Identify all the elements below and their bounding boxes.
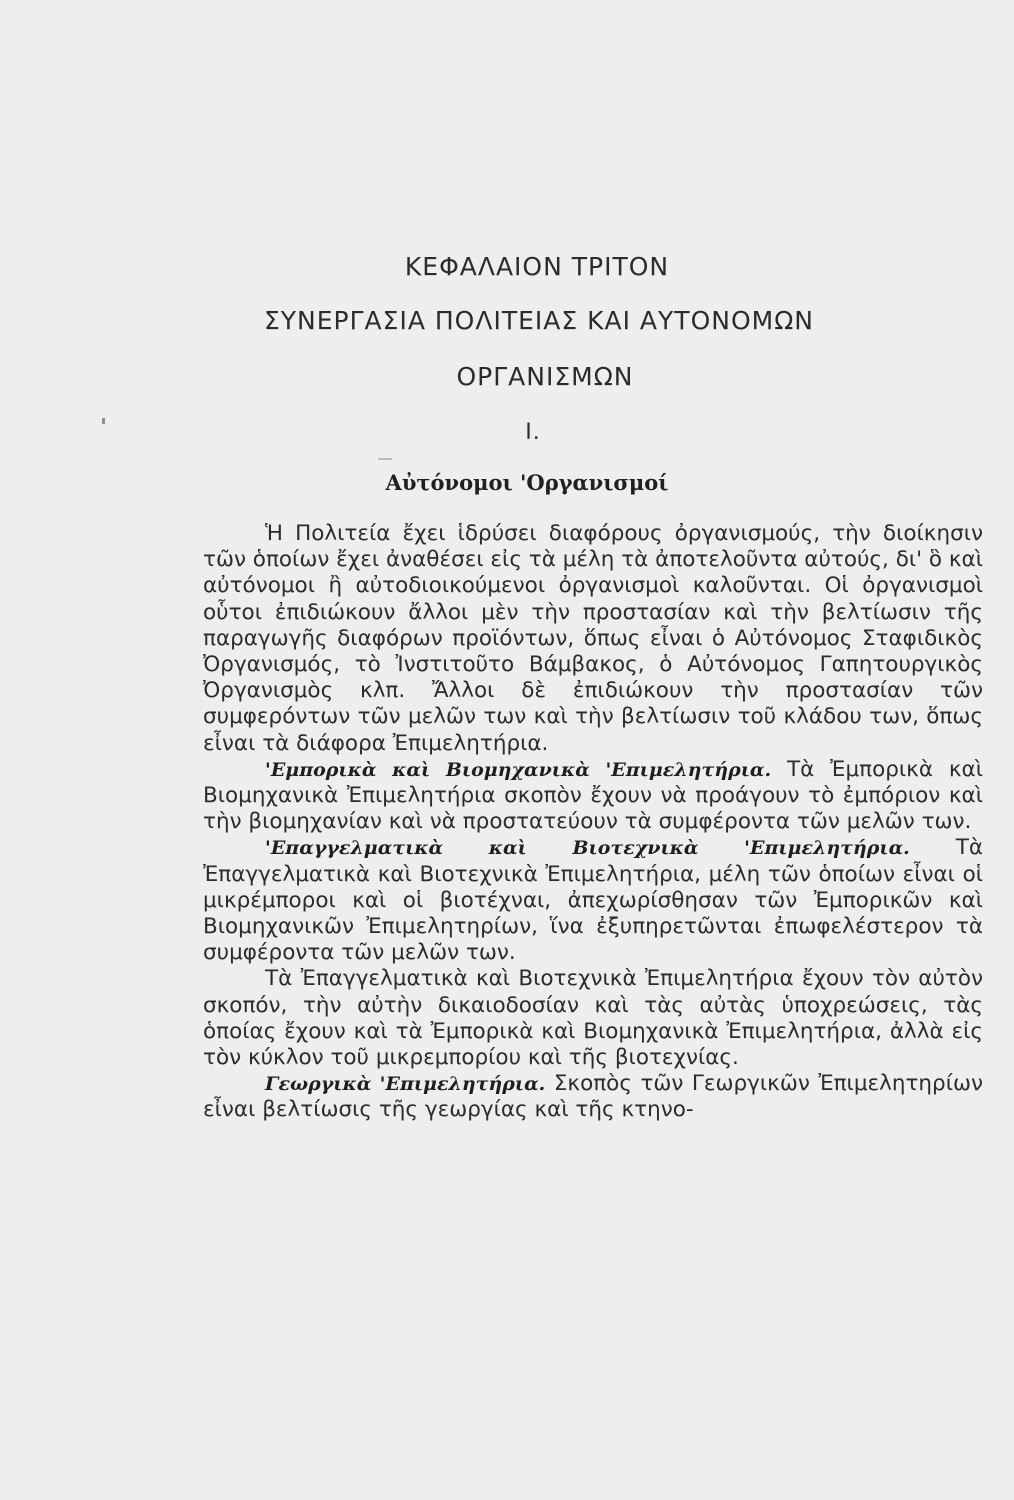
- paragraph-agricultural-chambers: [203, 1071, 983, 1123]
- paragraph-text: Τὰ Ἐπαγγελματικὰ καὶ Βιοτεχνικὰ Ἐπιμελητήρια, μέλη τῶν ὁποίων εἶναι οἱ μικρέμποροι καὶ οἱ βιοτέχναι, ἀπεχωρίσθησαν τῶν Ἐμπορικῶν καὶ Βιομηχανικῶν Ἐπιμελητηρίων, ἵνα ἐξυπηρετῶνται ἐπωφελέστερον τὰ συμφέροντα τῶν μελῶν των.: [203, 835, 983, 966]
- section-dash-mark: [378, 458, 392, 460]
- paragraph-text: Τὰ Ἐμπορικὰ καὶ Βιομηχανικὰ Ἐπιμελητήρια σκοπὸν ἔχουν νὰ προάγουν τὸ ἐμπόριον καὶ τὴν βιομηχανίαν καὶ νὰ προστατεύουν τὰ συμφέροντα τῶν μελῶν των.: [203, 756, 983, 835]
- chapter-label: ΚΕΦΑΛΑΙΟΝ ΤΡΙΤΟΝ: [404, 252, 670, 281]
- paragraph-heading: Γεωργικὰ 'Επιμελητήρια.: [265, 1073, 546, 1096]
- section-heading: Αὐτόνομοι 'Οργανισμοί: [385, 470, 669, 495]
- paragraph-heading: 'Εμπορικὰ καὶ Βιομηχανικὰ 'Επιμελητήρια.: [265, 758, 772, 781]
- paragraph-text: Σκοπὸς τῶν Γεωργικῶν Ἐπιμελητηρίων εἶναι βελτίωσις τῆς γεωργίας καὶ τῆς κτηνο-: [203, 1071, 983, 1123]
- body-text: [203, 521, 983, 1124]
- paragraph-autonomous-organisations: Ἡ Πολιτεία ἔχει ἱδρύσει διαφόρους ὀργανισμούς, τὴν διοίκησιν τῶν ὁποίων ἔχει ἀναθέσει εἰς τὰ μέλη τὰ ἀποτελοῦντα αὐτούς, δι' ὃ καὶ αὐτόνομοι ἢ αὐτοδιοικούμενοι ὀργανισμοὶ καλοῦνται. Οἱ ὀργανισμοὶ οὗτοι ἐπιδιώκουν ἄλλοι μὲν τὴν προστασίαν καὶ τὴν βελτίωσιν τῆς παραγωγῆς διαφόρων προϊόντων, ὅπως εἶναι ὁ Αὐτόνομος Σταφιδικὸς Ὀργανισμός, τὸ Ἰνστιτοῦτο Βάμβακος, ὁ Αὐτόνομος Γαπητουργικὸς Ὀργανισμὸς κλπ. Ἄλλοι δὲ ἐπιδιώκουν τὴν προστασίαν τῶν συμφερόντων τῶν μελῶν των καὶ τὴν βελτίωσιν τοῦ κλάδου των, ὅπως εἶναι τὰ διάφορα Ἐπιμελητήρια.: [203, 521, 983, 756]
- paragraph-chambers-of-commerce: [203, 757, 983, 836]
- chapter-title-line-2: ΟΡΓΑΝΙΣΜΩΝ: [456, 362, 634, 391]
- chapter-title-line-1: ΣΥΝΕΡΓΑΣΙΑ ΠΟΛΙΤΕΙΑΣ ΚΑΙ ΑΥΤΟΝΟΜΩΝ: [263, 306, 814, 335]
- paragraph-heading: 'Επαγγελματικὰ καὶ Βιοτεχνικὰ 'Επιμελητήρια.: [265, 837, 910, 860]
- paragraph-professional-chambers: [203, 835, 983, 966]
- paragraph-professional-chambers-purpose: Τὰ Ἐπαγγελματικὰ καὶ Βιοτεχνικὰ Ἐπιμελητήρια ἔχουν τὸν αὐτὸν σκοπόν, τὴν αὐτὴν δικαιοδοσίαν καὶ τὰς αὐτὰς ὑποχρεώσεις, τὰς ὁποίας ἔχουν καὶ τὰ Ἐμπορικὰ καὶ Βιομηχανικὰ Ἐπιμελητήρια, ἀλλὰ εἰς τὸν κύκλον τοῦ μικρεμπορίου καὶ τῆς βιοτεχνίας.: [203, 966, 983, 1071]
- section-numeral: Ι.: [525, 420, 541, 445]
